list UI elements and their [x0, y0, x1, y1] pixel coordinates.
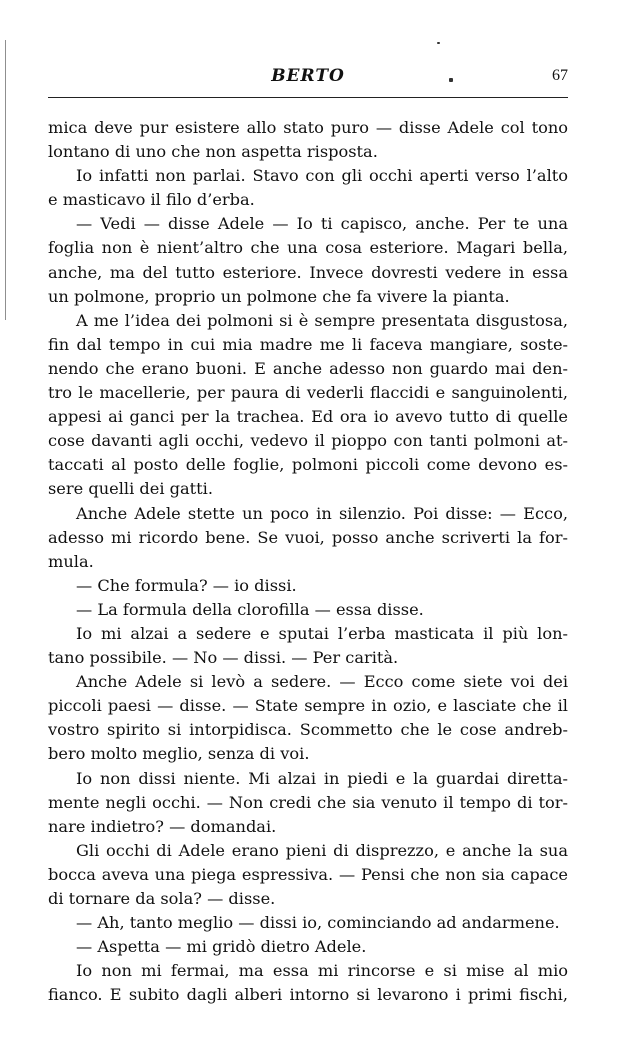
text-line: cose davanti agli occhi, vedevo il pioppo con tanti polmoni at-: [48, 431, 568, 451]
text-line: mula.: [48, 551, 94, 571]
text-line: — Vedi — disse Adele — Io ti capisco, anche. Per te una: [76, 214, 568, 234]
text-line: mente negli occhi. — Non credi che sia venuto il tempo di tor-: [48, 792, 568, 812]
text-line: un polmone, proprio un polmone che fa vivere la pianta.: [48, 286, 510, 306]
text-line: bocca aveva una piega espressiva. — Pensi che non sia capace: [48, 864, 568, 884]
text-line: nare indietro? — domandai.: [48, 816, 277, 836]
page-header: [48, 66, 568, 92]
text-line: foglia non è nient’altro che una cosa esteriore. Magari bella,: [48, 238, 568, 258]
running-head: BERTO: [271, 66, 345, 86]
print-speck: [437, 42, 440, 44]
binding-edge: [5, 40, 6, 320]
text-line: Io infatti non parlai. Stavo con gli occhi aperti verso l’alto: [76, 166, 568, 186]
text-line: Anche Adele si levò a sedere. — Ecco come siete voi dei: [76, 672, 568, 692]
text-line: tano possibile. — No — dissi. — Per carità.: [48, 648, 399, 668]
text-line: Anche Adele stette un poco in silenzio. Poi disse: — Ecco,: [76, 503, 568, 523]
text-line: fianco. E subito dagli alberi intorno si levarono i primi fischi,: [48, 985, 568, 1005]
text-line: nendo che erano buoni. E anche adesso non guardo mai den-: [48, 358, 568, 378]
header-rule: [48, 97, 568, 98]
text-line: di tornare da sola? — disse.: [48, 889, 276, 908]
text-line: Io mi alzai a sedere e sputai l’erba masticata il più lon-: [76, 623, 568, 643]
text-line: — Ah, tanto meglio — dissi io, cominciando ad andarmene.: [76, 913, 560, 933]
text-line: vostro spirito si intorpidisca. Scommetto che le cose andreb-: [48, 720, 568, 740]
text-line: fin dal tempo in cui mia madre me li faceva mangiare, soste-: [48, 334, 568, 354]
text-line: sere quelli dei gatti.: [48, 479, 214, 499]
text-line: tro le macellerie, per paura di vederli flaccidi e sanguinolenti,: [48, 383, 568, 403]
text-line: bero molto meglio, senza di voi.: [48, 744, 310, 764]
text-line: adesso mi ricordo bene. Se vuoi, posso anche scriverti la for-: [48, 527, 568, 547]
text-line: Io non dissi niente. Mi alzai in piedi e la guardai diretta-: [76, 768, 568, 788]
text-line: Io non mi fermai, ma essa mi rincorse e si mise al mio: [76, 961, 568, 981]
text-line: appesi ai ganci per la trachea. Ed ora io avevo tutto di quelle: [48, 407, 568, 427]
text-line: piccoli paesi — disse. — State sempre in ozio, e lasciate che il: [48, 696, 568, 716]
print-speck: [449, 78, 453, 82]
text-line: mica deve pur esistere allo stato puro — disse Adele col tono: [48, 118, 568, 137]
text-line: lontano di uno che non aspetta risposta.: [48, 142, 378, 162]
text-line: anche, ma del tutto esteriore. Invece dovresti vedere in essa: [48, 262, 568, 282]
body-text: [48, 116, 568, 1007]
text-line: A me l’idea dei polmoni si è sempre presentata disgustosa,: [76, 310, 568, 330]
page-number: 67: [552, 67, 568, 84]
text-line: — Che formula? — io dissi.: [76, 575, 297, 595]
text-line: e masticavo il filo d’erba.: [48, 190, 255, 210]
text-line: taccati al posto delle foglie, polmoni piccoli come devono es-: [48, 455, 568, 475]
text-line: — La formula della clorofilla — essa disse.: [76, 599, 424, 619]
text-line: — Aspetta — mi gridò dietro Adele.: [76, 937, 367, 957]
text-line: Gli occhi di Adele erano pieni di disprezzo, e anche la sua: [76, 840, 568, 860]
